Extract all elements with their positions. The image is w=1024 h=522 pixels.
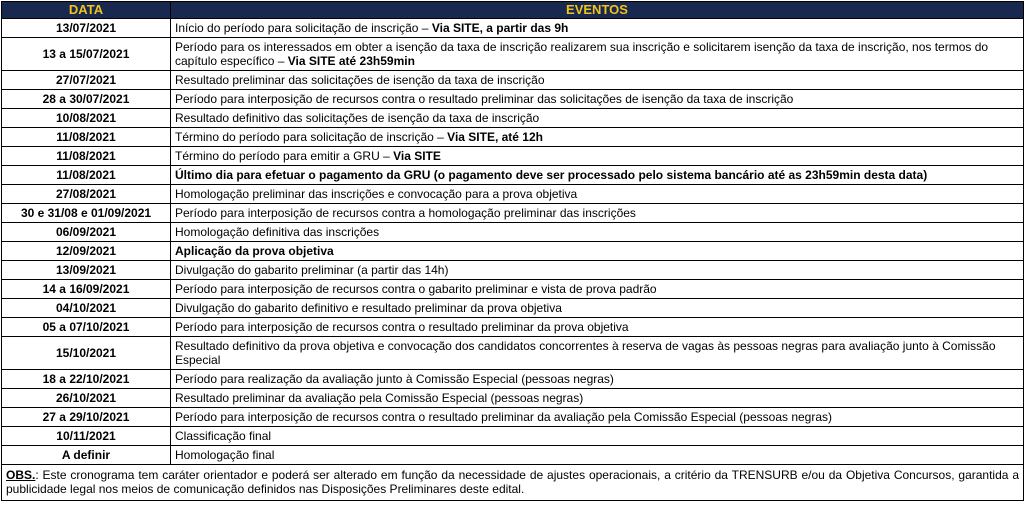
event-text: Término do período para solicitação de inscrição – xyxy=(175,130,448,144)
table-row xyxy=(2,389,1024,408)
event-text: Resultado definitivo da prova objetiva e convocação dos candidatos concorrentes à reserva de vagas às pessoas negras para avaliação junto à Comissão Especial xyxy=(175,339,996,367)
row-date: 13/07/2021 xyxy=(2,19,171,38)
row-date: 14 a 16/09/2021 xyxy=(2,280,171,299)
row-date: 12/09/2021 xyxy=(2,242,171,261)
table-row xyxy=(2,71,1024,90)
header-events: EVENTOS xyxy=(171,2,1024,19)
row-date: 30 e 31/08 e 01/09/2021 xyxy=(2,204,171,223)
schedule-table xyxy=(1,1,1024,501)
event-bold: Último dia para efetuar o pagamento da GRU (o pagamento deve ser processado pelo sistema bancário até as 23h59min desta data) xyxy=(175,168,928,182)
event-bold: Aplicação da prova objetiva xyxy=(175,244,334,258)
row-event xyxy=(171,38,1024,71)
row-event xyxy=(171,280,1024,299)
row-date: 10/08/2021 xyxy=(2,109,171,128)
event-text: Período para interposição de recursos contra o gabarito preliminar e vista de prova padrão xyxy=(175,282,657,296)
row-date: 10/11/2021 xyxy=(2,427,171,446)
event-text: Divulgação do gabarito preliminar (a partir das 14h) xyxy=(175,263,449,277)
row-event xyxy=(171,223,1024,242)
event-text: Período para os interessados em obter a isenção da taxa de inscrição realizarem sua inscrição e solicitarem isenção da taxa de inscrição, nos termos do capítulo específico – xyxy=(175,40,989,68)
row-date: 27 a 29/10/2021 xyxy=(2,408,171,427)
table-row xyxy=(2,204,1024,223)
row-date: 11/08/2021 xyxy=(2,147,171,166)
event-text: Classificação final xyxy=(175,429,272,443)
row-date: A definir xyxy=(2,446,171,465)
event-bold: Via SITE até 23h59min xyxy=(287,54,415,68)
event-text: Período para interposição de recursos contra o resultado preliminar das solicitações de isenção da taxa de inscrição xyxy=(175,92,794,106)
row-event xyxy=(171,71,1024,90)
table-row xyxy=(2,261,1024,280)
table-row xyxy=(2,223,1024,242)
obs-label: OBS. xyxy=(6,468,36,482)
event-bold: Via SITE, a partir das 9h xyxy=(431,21,569,35)
table-row xyxy=(2,90,1024,109)
row-date: 04/10/2021 xyxy=(2,299,171,318)
table-row xyxy=(2,109,1024,128)
obs-note xyxy=(2,465,1024,501)
row-date: 27/07/2021 xyxy=(2,71,171,90)
event-text: Período para interposição de recursos contra a homologação preliminar das inscrições xyxy=(175,206,636,220)
row-date: 11/08/2021 xyxy=(2,128,171,147)
table-row xyxy=(2,38,1024,71)
table-row xyxy=(2,337,1024,370)
table-row xyxy=(2,280,1024,299)
event-text: Período para interposição de recursos contra o resultado preliminar da prova objetiva xyxy=(175,320,629,334)
table-row xyxy=(2,427,1024,446)
row-event xyxy=(171,204,1024,223)
table-row xyxy=(2,185,1024,204)
row-event xyxy=(171,147,1024,166)
event-text: Divulgação do gabarito definitivo e resultado preliminar da prova objetiva xyxy=(175,301,562,315)
row-date: 18 a 22/10/2021 xyxy=(2,370,171,389)
event-text: Término do período para emitir a GRU – xyxy=(175,149,394,163)
row-event xyxy=(171,318,1024,337)
table-row xyxy=(2,166,1024,185)
schedule-body xyxy=(2,19,1024,501)
row-event xyxy=(171,446,1024,465)
event-text: Período para interposição de recursos contra o resultado preliminar da avaliação pela Comissão Especial (pessoas negras) xyxy=(175,410,833,424)
row-event xyxy=(171,128,1024,147)
table-row xyxy=(2,242,1024,261)
table-row xyxy=(2,128,1024,147)
event-bold: Via SITE, até 12h xyxy=(447,130,543,144)
event-text: Início do período para solicitação de inscrição – xyxy=(175,21,432,35)
table-row xyxy=(2,370,1024,389)
row-event xyxy=(171,109,1024,128)
row-date: 05 a 07/10/2021 xyxy=(2,318,171,337)
event-bold: Via SITE xyxy=(393,149,441,163)
row-date: 13/09/2021 xyxy=(2,261,171,280)
header-date: DATA xyxy=(2,2,171,19)
table-row xyxy=(2,408,1024,427)
table-row xyxy=(2,19,1024,38)
event-text: Resultado definitivo das solicitações de isenção da taxa de inscrição xyxy=(175,111,540,125)
event-text: Homologação preliminar das inscrições e convocação para a prova objetiva xyxy=(175,187,578,201)
row-event xyxy=(171,166,1024,185)
row-date: 26/10/2021 xyxy=(2,389,171,408)
table-row xyxy=(2,446,1024,465)
obs-text: : Este cronograma tem caráter orientador e poderá ser alterado em função da necessidade de ajustes operacionais, a critério da TRENSURB e/ou da Objetiva Concursos, garantida a publicidade legal nos meios de comunicação definidos nas Disposições Preliminares deste edital. xyxy=(6,468,1019,496)
row-date: 13 a 15/07/2021 xyxy=(2,38,171,71)
row-event xyxy=(171,261,1024,280)
table-row xyxy=(2,147,1024,166)
row-event xyxy=(171,185,1024,204)
row-date: 27/08/2021 xyxy=(2,185,171,204)
event-text: Período para realização da avaliação junto à Comissão Especial (pessoas negras) xyxy=(175,372,614,386)
row-event xyxy=(171,242,1024,261)
row-date: 11/08/2021 xyxy=(2,166,171,185)
row-event xyxy=(171,370,1024,389)
row-event xyxy=(171,337,1024,370)
event-text: Resultado preliminar da avaliação pela Comissão Especial (pessoas negras) xyxy=(175,391,584,405)
event-text: Homologação definitiva das inscrições xyxy=(175,225,380,239)
event-text: Resultado preliminar das solicitações de isenção da taxa de inscrição xyxy=(175,73,545,87)
event-text: Homologação final xyxy=(175,448,275,462)
row-event xyxy=(171,90,1024,109)
row-event xyxy=(171,299,1024,318)
row-date: 06/09/2021 xyxy=(2,223,171,242)
row-event xyxy=(171,408,1024,427)
row-event xyxy=(171,389,1024,408)
header-row xyxy=(2,2,1024,19)
row-date: 15/10/2021 xyxy=(2,337,171,370)
row-event xyxy=(171,427,1024,446)
row-event xyxy=(171,19,1024,38)
table-row xyxy=(2,318,1024,337)
table-row xyxy=(2,299,1024,318)
obs-row xyxy=(2,465,1024,501)
row-date: 28 a 30/07/2021 xyxy=(2,90,171,109)
